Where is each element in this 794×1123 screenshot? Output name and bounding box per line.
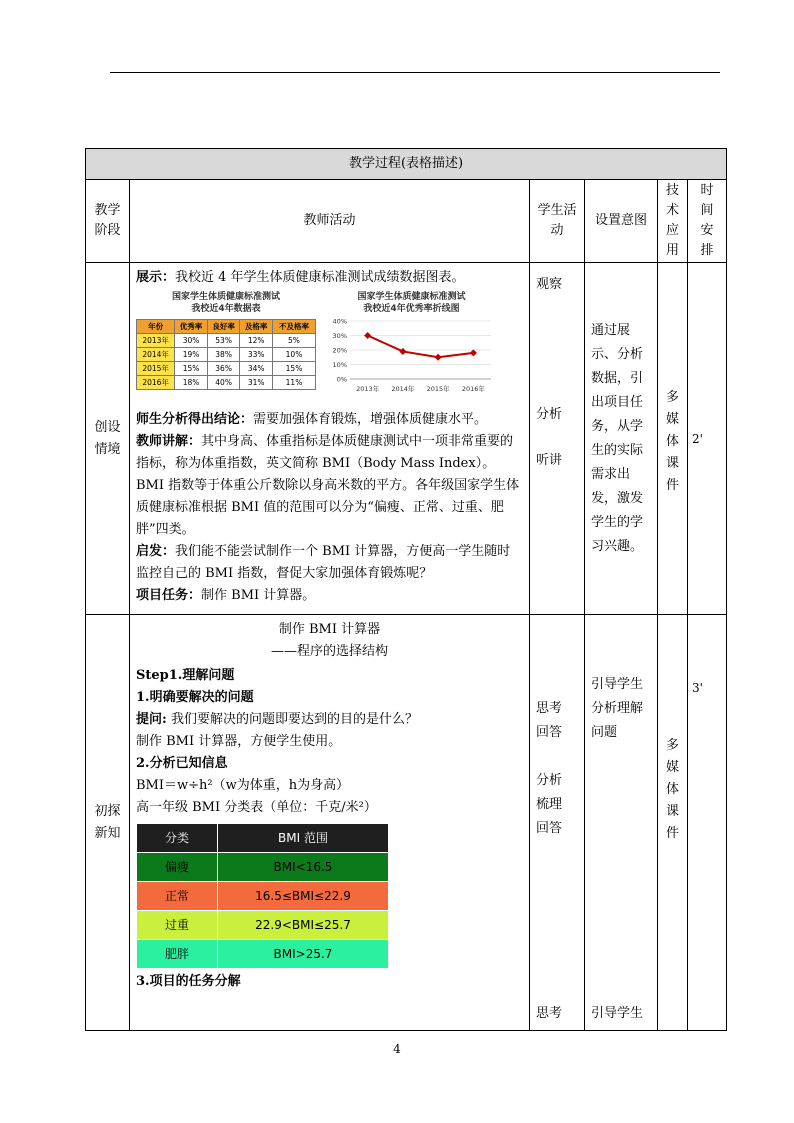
bmi-header-range: BMI 范围 [218,824,389,853]
s2-heading: 2.分析已知信息 [136,756,228,771]
header-stage: 教学 阶段 [86,180,130,263]
table-caption: 高一年级 BMI 分类表（单位：千克/米²） [136,800,377,815]
data-point [364,332,371,339]
inspire-paragraph: 启发：我们能不能尝试制作一个 BMI 计算器，方便高一学生随时监控自己的 BMI 指数，督促大家加强体育锻炼呢？ [136,544,511,581]
data-point [470,349,477,356]
line-chart-svg [324,315,499,395]
bmi-header-category: 分类 [137,824,218,853]
excellence-line-chart [324,291,499,403]
series-line [368,336,474,358]
table-row: 2015年 15% 36% 34% 15% [137,362,316,376]
intent-2: 引导学生分析理解问题 引导学生 [585,615,658,1031]
header-time: 时 间 安 排 [688,180,727,263]
section-subtitle: ——程序的选择结构 [270,644,388,659]
intent-1: 通过展示、分析数据，引出项目任务，从学生的实际需求出发，激发学生的学习兴趣。 [585,263,658,615]
time-2: 3' [688,615,727,1031]
tech-2: 多 媒 体 课 件 [658,615,688,1031]
table-row: 2016年 18% 40% 31% 11% [137,376,316,390]
show-line: 展示：我校近 4 年学生体质健康标准测试成绩数据图表。 [136,270,465,285]
table-row: 2014年 19% 38% 33% 10% [137,348,316,362]
x-tick-label: 2015年 [426,385,450,393]
y-tick-label: 10% [332,361,347,369]
step1-heading: Step1.理解问题 [136,668,235,683]
col-good: 良好率 [207,320,240,334]
conclusion-line: 师生分析得出结论：需要加强体育锻炼，增强体质健康水平。 [136,412,488,427]
task-line: 项目任务：制作 BMI 计算器。 [136,588,316,603]
fitness-data-table-figure [136,291,316,403]
x-tick-label: 2013年 [356,385,380,393]
data-point [399,348,406,355]
y-tick-label: 30% [332,332,347,340]
section-title: 制作 BMI 计算器 [278,622,381,637]
header-tech: 技 术 应 用 [658,180,688,263]
lesson-table [85,148,727,1031]
col-year: 年份 [137,320,175,334]
y-tick-label: 40% [332,317,347,326]
tech-1: 多 媒 体 课 件 [658,263,688,615]
col-fail: 不及格率 [272,320,315,334]
x-tick-label: 2014年 [391,385,415,393]
answer-line: 制作 BMI 计算器，方便学生使用。 [136,734,342,749]
teacher-activity-1 [130,263,530,615]
charts [136,291,523,403]
data-point [435,354,442,361]
data-table-title: 国家学生体质健康标准测试 我校近4年数据表 [171,292,280,314]
table-row: 正常 16.5≤BMI≤22.9 [137,882,389,911]
explain-paragraph: 教师讲解：其中身高、体重指标是体质健康测试中一项非常重要的指标，称为体重指数，英文简称 BMI（Body Mass Index）。BMI 指数等于体重公斤数除以身高米数的平方。各年级国家学生体质健康标准根据 BMI 值的范围可以分为“偏瘦、正常、过重、肥胖”四类。 [136,434,520,537]
teacher-activity-2 [130,615,530,1031]
y-tick-label: 0% [336,375,347,384]
s3-heading: 3.项目的任务分解 [136,974,241,989]
x-tick-label: 2016年 [461,385,485,393]
header-teacher: 教师活动 [130,180,530,263]
table-row: 2013年 30% 53% 12% 5% [137,334,316,348]
formula-line: BMI＝w÷h²（w为体重，h为身高） [136,778,350,793]
page-number: 4 [393,1042,401,1056]
question-line: 提问: 我们要解决的问题即要达到的目的是什么？ [136,712,418,727]
col-excellent: 优秀率 [175,320,208,334]
line-chart-title: 国家学生体质健康标准测试 我校近4年优秀率折线图 [357,292,466,314]
stage-situation: 创设 情境 [86,263,130,615]
y-tick-label: 20% [332,346,347,355]
bmi-category-table [136,823,389,969]
table-row: 偏瘦 BMI<16.5 [137,853,389,882]
table-row: 肥胖 BMI>25.7 [137,940,389,969]
fitness-data-table [136,319,316,390]
student-activity-2: 思考 回答 分析 梳理 回答 思考 [530,615,585,1031]
time-1: 2' [688,263,727,615]
s1-heading: 1.明确要解决的问题 [136,690,254,705]
header-rule [110,72,720,73]
header-student: 学生活 动 [530,180,585,263]
header-intent: 设置意图 [585,180,658,263]
table-title: 教学过程(表格描述) [86,149,727,180]
table-row: 过重 22.9<BMI≤25.7 [137,911,389,940]
stage-explore: 初探 新知 [86,615,130,1031]
col-pass: 及格率 [240,320,273,334]
student-activity-1: 观察 分析 听讲 [530,263,585,615]
